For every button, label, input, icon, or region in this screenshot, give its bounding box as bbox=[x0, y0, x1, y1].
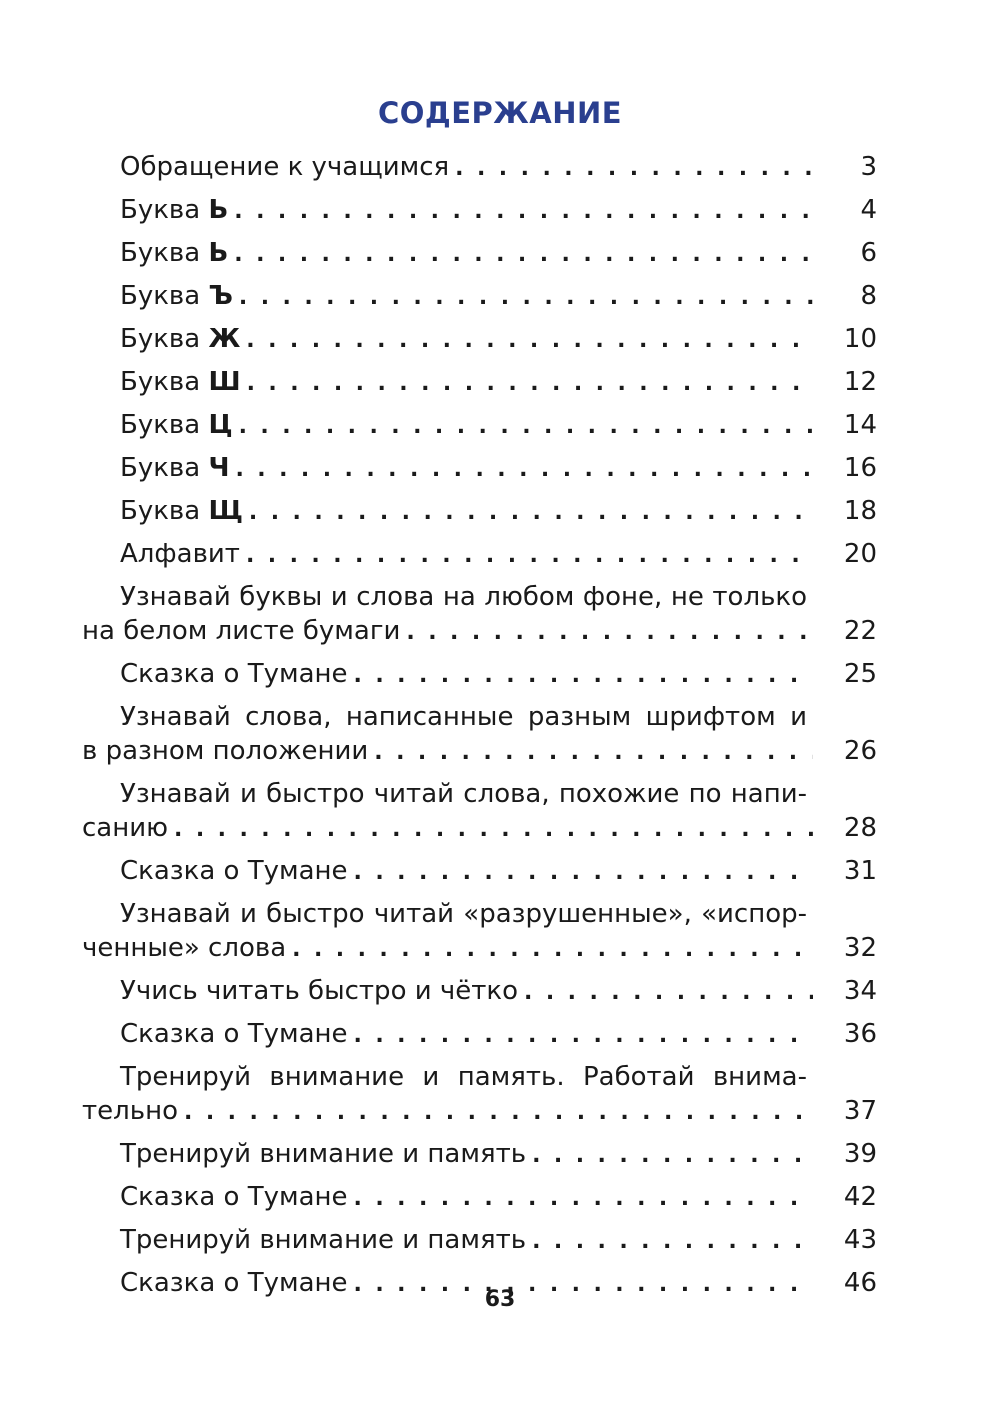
toc-entry-label-line1: Узнавай и быстро читай «разрушенные», «испор- bbox=[120, 899, 807, 929]
toc-entry-label: Буква Ж bbox=[120, 324, 241, 354]
toc-entry bbox=[82, 236, 877, 272]
toc-entry-label: Сказка о Тумане bbox=[120, 1182, 348, 1212]
toc-entry-label-line1: Узнавай буквы и слова на любом фоне, не только bbox=[120, 582, 807, 612]
toc-entry-label-line2: на белом листе бумаги bbox=[82, 616, 401, 646]
toc-page-number: 16 bbox=[843, 453, 877, 483]
leader-dots bbox=[292, 933, 813, 967]
toc-entry-label-line2: в разном положении bbox=[82, 736, 369, 766]
leader-dots bbox=[354, 856, 814, 890]
letter-glyph: Ъ bbox=[208, 281, 233, 311]
toc-entry-label: Сказка о Тумане bbox=[120, 856, 348, 886]
letter-glyph: Щ bbox=[208, 496, 243, 526]
toc-entry bbox=[82, 1180, 877, 1216]
leader-dots bbox=[354, 1019, 814, 1053]
toc-entry-label: Обращение к учащимся bbox=[120, 152, 450, 182]
toc-entry bbox=[82, 279, 877, 315]
toc-entry bbox=[82, 974, 877, 1010]
toc-page-number: 43 bbox=[843, 1225, 877, 1255]
toc-entry-label: Сказка о Тумане bbox=[120, 1019, 348, 1049]
toc-entry-label: Буква Щ bbox=[120, 496, 243, 526]
toc-entry-label: Сказка о Тумане bbox=[120, 659, 348, 689]
toc-entry bbox=[82, 1060, 877, 1130]
toc-page-number: 4 bbox=[860, 195, 877, 225]
toc-entry-label: Тренируй внимание и память bbox=[120, 1225, 527, 1255]
toc-page-number: 14 bbox=[843, 410, 877, 440]
toc-entry-label: Буква Ъ bbox=[120, 281, 233, 311]
letter-glyph: Ц bbox=[208, 410, 233, 440]
toc-entry bbox=[82, 494, 877, 530]
toc-entry bbox=[82, 1223, 877, 1259]
toc-page-number: 26 bbox=[843, 736, 877, 766]
leader-dots bbox=[235, 453, 813, 487]
toc-entry-label: Буква Ш bbox=[120, 367, 241, 397]
leader-dots bbox=[246, 539, 813, 573]
toc-entry-label: Буква Ц bbox=[120, 410, 233, 440]
leader-dots bbox=[524, 976, 813, 1010]
leader-dots bbox=[354, 1182, 814, 1216]
toc-page-number: 18 bbox=[843, 496, 877, 526]
toc-page-number: 46 bbox=[843, 1268, 877, 1298]
toc-entry bbox=[82, 1137, 877, 1173]
toc-entry-label: Буква Ч bbox=[120, 453, 230, 483]
letter-glyph: Ь bbox=[208, 238, 229, 268]
toc-entry bbox=[82, 580, 877, 650]
toc-entry bbox=[82, 408, 877, 444]
toc-entry bbox=[82, 193, 877, 229]
toc-page-number: 31 bbox=[843, 856, 877, 886]
leader-dots bbox=[249, 496, 813, 530]
toc-page-number: 42 bbox=[843, 1182, 877, 1212]
leader-dots bbox=[532, 1225, 813, 1259]
toc-entry-label-line1: Узнавай слова, написанные разным шрифтом и bbox=[120, 702, 807, 732]
leader-dots bbox=[239, 410, 813, 444]
letter-glyph: Ж bbox=[208, 324, 241, 354]
leader-dots bbox=[354, 659, 814, 693]
leader-dots bbox=[374, 736, 813, 770]
letter-glyph: Ч bbox=[208, 453, 230, 483]
toc-entry-label-line1: Тренируй внимание и память. Работай внима- bbox=[120, 1062, 807, 1092]
toc-entry-label-line1: Узнавай и быстро читай слова, похожие по напи- bbox=[120, 779, 807, 809]
toc-entry bbox=[82, 854, 877, 890]
toc-page-number: 28 bbox=[843, 813, 877, 843]
leader-dots bbox=[246, 324, 813, 358]
leader-dots bbox=[239, 281, 813, 315]
toc-page-number: 36 bbox=[843, 1019, 877, 1049]
toc-entry bbox=[82, 537, 877, 573]
toc-page-number: 25 bbox=[843, 659, 877, 689]
leader-dots bbox=[455, 152, 813, 186]
toc-entry bbox=[82, 150, 877, 186]
toc-entry-label: Тренируй внимание и память bbox=[120, 1139, 527, 1169]
toc-entry-label: Буква Ь bbox=[120, 195, 229, 225]
toc-entry bbox=[82, 700, 877, 770]
leader-dots bbox=[532, 1139, 813, 1173]
toc-entry bbox=[82, 657, 877, 693]
letter-glyph: Ш bbox=[208, 367, 241, 397]
toc-page-number: 12 bbox=[843, 367, 877, 397]
toc-page-number: 22 bbox=[843, 616, 877, 646]
toc-entry-label-line2: санию bbox=[82, 813, 169, 843]
toc-entry bbox=[82, 777, 877, 847]
toc-entry-label: Сказка о Тумане bbox=[120, 1268, 348, 1298]
leader-dots bbox=[174, 813, 813, 847]
toc-entry bbox=[82, 365, 877, 401]
toc-page-number: 10 bbox=[843, 324, 877, 354]
page-number: 63 bbox=[484, 1287, 516, 1312]
toc-page-number: 6 bbox=[860, 238, 877, 268]
letter-glyph: Ь bbox=[208, 195, 229, 225]
leader-dots bbox=[234, 195, 813, 229]
page-title: СОДЕРЖАНИЕ bbox=[377, 96, 623, 130]
leader-dots bbox=[247, 367, 813, 401]
toc-entry bbox=[82, 451, 877, 487]
toc-entry bbox=[82, 1017, 877, 1053]
toc-entry-label-line2: тельно bbox=[82, 1096, 178, 1126]
leader-dots bbox=[234, 238, 813, 272]
toc-page-number: 32 bbox=[843, 933, 877, 963]
toc-entry bbox=[82, 897, 877, 967]
toc-page-number: 34 bbox=[843, 976, 877, 1006]
toc-page-number: 20 bbox=[843, 539, 877, 569]
toc-entry bbox=[82, 322, 877, 358]
toc-page-number: 37 bbox=[843, 1096, 877, 1126]
toc-entry-label: Учись читать быстро и чётко bbox=[120, 976, 519, 1006]
leader-dots bbox=[406, 616, 813, 650]
leader-dots bbox=[184, 1096, 813, 1130]
toc-page-number: 8 bbox=[860, 281, 877, 311]
toc-page-number: 3 bbox=[860, 152, 877, 182]
toc-page-number: 39 bbox=[843, 1139, 877, 1169]
toc-entry-label: Буква Ь bbox=[120, 238, 229, 268]
table-of-contents bbox=[82, 150, 877, 1309]
toc-entry-label: Алфавит bbox=[120, 539, 240, 569]
toc-entry-label-line2: ченные» слова bbox=[82, 933, 287, 963]
